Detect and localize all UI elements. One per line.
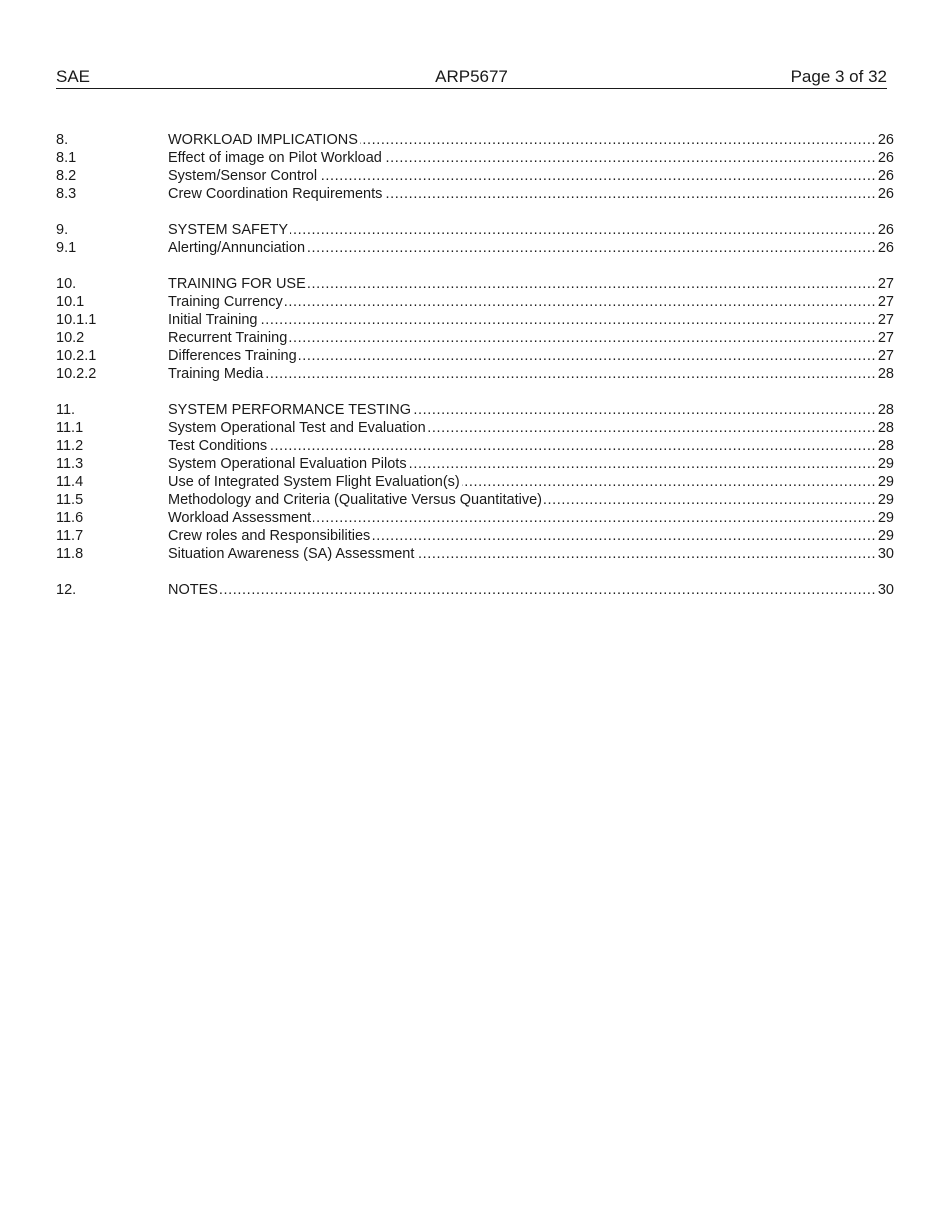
toc-entry[interactable] bbox=[56, 509, 894, 527]
toc-entry-number: 10.1 bbox=[56, 294, 85, 310]
document-number: ARP5677 bbox=[435, 67, 508, 86]
toc-entry-number: 10.2 bbox=[56, 330, 85, 346]
toc-entry-title: Training Currency ..... bbox=[168, 293, 876, 311]
toc-entry-page: 29 bbox=[877, 474, 894, 490]
toc-entry-title: Alerting/Annunciation ..... bbox=[168, 239, 876, 257]
toc-entry-number: 10. bbox=[56, 276, 77, 292]
toc-entry-number: 11.2 bbox=[56, 438, 84, 454]
toc-entry-page: 27 bbox=[877, 348, 894, 364]
toc-entry-number: 11.8 bbox=[56, 546, 84, 562]
toc-entry-page: 26 bbox=[877, 132, 894, 148]
toc-entry-page: 27 bbox=[877, 276, 894, 292]
toc-group-section-11 bbox=[56, 401, 894, 563]
toc-entry-page: 28 bbox=[877, 420, 894, 436]
toc-entry-number: 12. bbox=[56, 582, 77, 598]
toc-entry-number: 10.1.1 bbox=[56, 312, 97, 328]
toc-entry-page: 26 bbox=[877, 240, 894, 256]
toc-entry[interactable] bbox=[56, 167, 894, 185]
organization-name: SAE bbox=[56, 67, 91, 86]
toc-entry[interactable] bbox=[56, 275, 894, 293]
toc-entry-number: 9.1 bbox=[56, 240, 77, 256]
toc-entry-page: 28 bbox=[877, 366, 894, 382]
toc-entry-number: 11.3 bbox=[56, 456, 84, 472]
toc-entry-number: 11.6 bbox=[56, 510, 84, 526]
toc-entry[interactable] bbox=[56, 347, 894, 365]
toc-entry-number: 11. bbox=[56, 402, 76, 418]
toc-entry-page: 26 bbox=[877, 186, 894, 202]
toc-entry-title: Effect of image on Pilot Workload ..... bbox=[168, 149, 876, 167]
table-of-contents bbox=[56, 131, 894, 617]
toc-entry[interactable] bbox=[56, 329, 894, 347]
toc-entry-title: SYSTEM PERFORMANCE TESTING ..... bbox=[168, 401, 876, 419]
toc-entry-title: Workload Assessment ..... bbox=[168, 509, 876, 527]
toc-entry[interactable] bbox=[56, 401, 894, 419]
toc-entry[interactable] bbox=[56, 131, 894, 149]
toc-entry-number: 8. bbox=[56, 132, 69, 148]
toc-entry-title: Differences Training ..... bbox=[168, 347, 876, 365]
toc-entry-number: 8.1 bbox=[56, 150, 77, 166]
toc-entry-number: 11.7 bbox=[56, 528, 84, 544]
toc-entry[interactable] bbox=[56, 581, 894, 599]
toc-group-section-8 bbox=[56, 131, 894, 203]
toc-entry-title: Recurrent Training ..... bbox=[168, 329, 876, 347]
page-number: Page 3 of 32 bbox=[790, 67, 887, 86]
toc-entry-number: 10.2.2 bbox=[56, 366, 97, 382]
toc-entry-title: System/Sensor Control ..... bbox=[168, 167, 876, 185]
toc-entry[interactable] bbox=[56, 149, 894, 167]
toc-entry-title: TRAINING FOR USE ..... bbox=[168, 275, 876, 293]
toc-entry[interactable] bbox=[56, 545, 894, 563]
toc-entry-number: 11.5 bbox=[56, 492, 84, 508]
toc-entry[interactable] bbox=[56, 419, 894, 437]
toc-entry-number: 10.2.1 bbox=[56, 348, 97, 364]
toc-entry[interactable] bbox=[56, 527, 894, 545]
toc-entry-number: 8.2 bbox=[56, 168, 77, 184]
toc-entry-page: 26 bbox=[877, 222, 894, 238]
toc-entry[interactable] bbox=[56, 185, 894, 203]
toc-entry-title: Methodology and Criteria (Qualitative Versus Quantitative) ..... bbox=[168, 491, 876, 509]
page-header bbox=[56, 67, 887, 89]
toc-entry-title: System Operational Test and Evaluation ..... bbox=[168, 419, 876, 437]
toc-entry-page: 27 bbox=[877, 312, 894, 328]
toc-entry[interactable] bbox=[56, 365, 894, 383]
toc-entry-number: 9. bbox=[56, 222, 69, 238]
toc-entry-page: 29 bbox=[877, 510, 894, 526]
toc-entry-page: 26 bbox=[877, 150, 894, 166]
toc-entry-page: 27 bbox=[877, 330, 894, 346]
toc-entry[interactable] bbox=[56, 293, 894, 311]
toc-entry-page: 28 bbox=[877, 402, 894, 418]
toc-entry[interactable] bbox=[56, 239, 894, 257]
toc-group-section-10 bbox=[56, 275, 894, 383]
toc-entry-title: SYSTEM SAFETY ..... bbox=[168, 221, 876, 239]
toc-entry-page: 30 bbox=[877, 582, 894, 598]
toc-entry-title: System Operational Evaluation Pilots ..... bbox=[168, 455, 876, 473]
toc-entry-page: 29 bbox=[877, 528, 894, 544]
toc-entry-page: 29 bbox=[877, 492, 894, 508]
toc-entry[interactable] bbox=[56, 221, 894, 239]
toc-entry-page: 27 bbox=[877, 294, 894, 310]
toc-entry-number: 8.3 bbox=[56, 186, 77, 202]
toc-entry-page: 26 bbox=[877, 168, 894, 184]
toc-entry-page: 30 bbox=[877, 546, 894, 562]
toc-entry-title: Situation Awareness (SA) Assessment ..... bbox=[168, 545, 876, 563]
toc-entry-title: Use of Integrated System Flight Evaluation(s) ..... bbox=[168, 473, 876, 491]
toc-entry-title: Training Media ..... bbox=[168, 365, 876, 383]
toc-entry-title: NOTES ..... bbox=[168, 581, 876, 599]
toc-entry-page: 28 bbox=[877, 438, 894, 454]
toc-entry-number: 11.4 bbox=[56, 474, 84, 490]
toc-entry[interactable] bbox=[56, 437, 894, 455]
toc-entry-title: Crew roles and Responsibilities ..... bbox=[168, 527, 876, 545]
toc-entry[interactable] bbox=[56, 491, 894, 509]
toc-entry-number: 11.1 bbox=[56, 420, 84, 436]
toc-entry[interactable] bbox=[56, 455, 894, 473]
toc-group-section-9 bbox=[56, 221, 894, 257]
toc-entry[interactable] bbox=[56, 473, 894, 491]
toc-entry-title: Initial Training ..... bbox=[168, 311, 876, 329]
toc-group-section-12 bbox=[56, 581, 894, 599]
toc-entry-title: Crew Coordination Requirements ..... bbox=[168, 185, 876, 203]
toc-entry[interactable] bbox=[56, 311, 894, 329]
toc-entry-page: 29 bbox=[877, 456, 894, 472]
toc-entry-title: WORKLOAD IMPLICATIONS ..... bbox=[168, 131, 876, 149]
toc-entry-title: Test Conditions ..... bbox=[168, 437, 876, 455]
